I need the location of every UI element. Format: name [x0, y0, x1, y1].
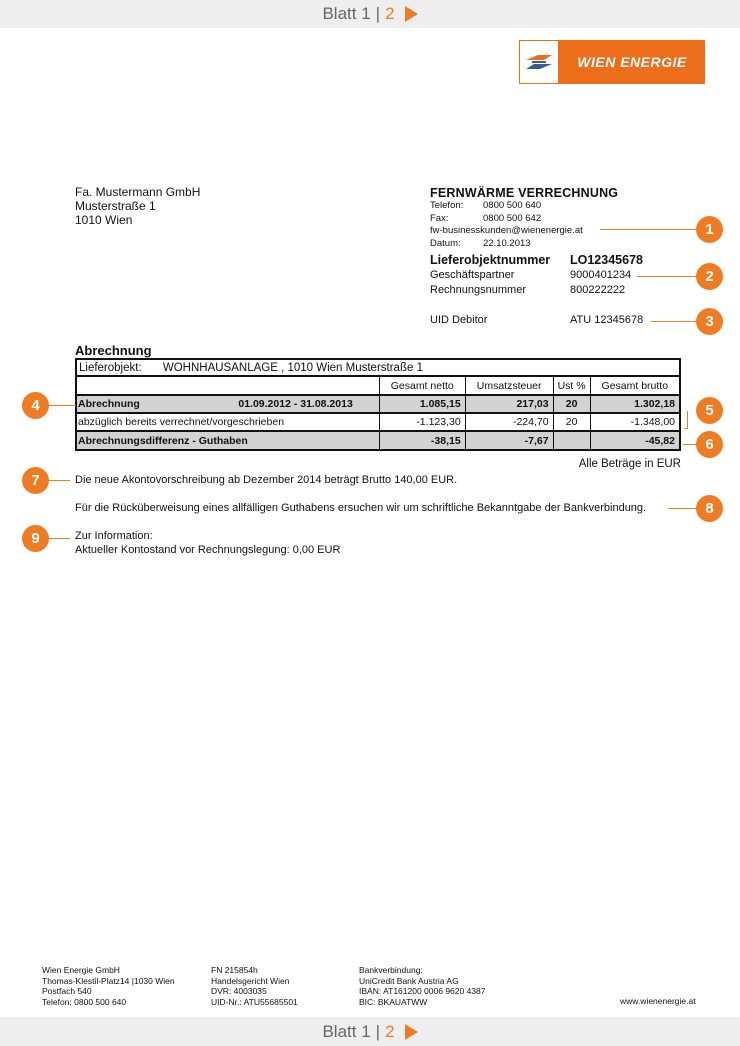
billing-table [75, 358, 681, 451]
row-vat: -224,70 [465, 413, 553, 431]
marker-9-connector [46, 538, 70, 539]
footer-line: IBAN: AT161200 0006 9620 4387 [359, 986, 486, 996]
pager-separator: | [375, 1021, 381, 1041]
next-page-arrow-icon[interactable] [405, 1024, 418, 1040]
recipient-city: 1010 Wien [75, 213, 133, 227]
refund-note: Für die Rücküberweisung eines allfälligen Guthabens ersuchen wir um schriftliche Bekanntgabe der Bankverbindung. [75, 502, 647, 514]
row-label-cell [77, 395, 379, 413]
row-label: Abrechnungsdifferenz - Guthaben [77, 431, 379, 449]
marker-1-connector [600, 229, 700, 230]
row-vat-percent: 20 [553, 413, 590, 431]
annotation-marker-2[interactable]: 2 [696, 263, 723, 290]
next-page-link[interactable]: 2 [385, 4, 395, 23]
uid-row [430, 313, 660, 328]
header-gross-total: Gesamt brutto [590, 377, 679, 395]
annotation-marker-1[interactable]: 1 [696, 216, 723, 243]
delivery-object-value: LO12345678 [570, 253, 643, 267]
row-net: 1.085,15 [379, 395, 465, 413]
footer-website[interactable]: www.wienenergie.at [620, 996, 696, 1006]
footer-line: Handelsgericht Wien [211, 975, 290, 986]
header-vat-percent: Ust % [553, 377, 590, 395]
row-label: Abrechnung [78, 398, 140, 410]
date-row [430, 238, 660, 251]
pager-top [0, 0, 740, 28]
uid-value: ATU 12345678 [570, 314, 644, 326]
invoice-number-label: Rechnungsnummer [430, 284, 526, 296]
footer-line: FN 215854h [211, 965, 258, 975]
marker-4-connector [46, 405, 76, 406]
phone-label: Telefon: [430, 200, 464, 211]
row-vat: -7,67 [465, 431, 553, 449]
recipient-name: Fa. Mustermann GmbH [75, 185, 201, 199]
footer-registry [211, 965, 298, 1007]
email-address: fw-businesskunden@wienenergie.at [430, 225, 583, 236]
footer-line: Postfach 540 [42, 986, 92, 996]
footer-line: DVR: 4003035 [211, 986, 267, 996]
footer-line: Wien Energie GmbH [42, 965, 120, 975]
row-period: 01.09.2012 - 31.08.2013 [238, 398, 353, 410]
marker-2-connector [637, 276, 700, 277]
account-balance-note: Aktueller Kontostand vor Rechnungslegung: 0,00 EUR [75, 544, 341, 556]
date-label: Datum: [430, 237, 461, 249]
row-gross: -1.348,00 [590, 413, 679, 431]
footer-line: BIC: BKAUATWW [359, 996, 428, 1007]
table-row [77, 395, 679, 413]
header-net-total: Gesamt netto [379, 377, 465, 395]
info-block [75, 529, 340, 557]
business-partner-row [430, 268, 660, 283]
annotation-marker-8[interactable]: 8 [696, 495, 723, 522]
annotation-marker-3[interactable]: 3 [696, 308, 723, 335]
delivery-object-row [430, 252, 660, 268]
next-page-arrow-icon[interactable] [405, 6, 418, 22]
row-net: -1.123,30 [379, 413, 465, 431]
footer-bank [359, 965, 486, 1007]
fax-row [430, 213, 660, 226]
marker-5-connector-tick [684, 428, 688, 429]
next-page-link[interactable]: 2 [385, 1021, 395, 1041]
annotation-marker-6[interactable]: 6 [696, 431, 723, 458]
delivery-object-line [77, 360, 679, 377]
delivery-object-line-value: WOHNHAUSANLAGE , 1010 Wien Musterstraße 1 [162, 362, 423, 374]
row-gross: -45,82 [590, 431, 679, 449]
table-row [77, 413, 679, 431]
invoice-number-row [430, 283, 660, 298]
table-row [77, 431, 679, 449]
footer-line: UniCredit Bank Austria AG [359, 975, 459, 986]
delivery-object-label: Lieferobjektnummer [430, 253, 551, 267]
recipient-street: Musterstraße 1 [75, 199, 156, 213]
footer-line: Bankverbindung: [359, 965, 423, 975]
current-page-label: Blatt 1 [322, 4, 371, 23]
row-vat: 217,03 [465, 395, 553, 413]
current-page-label: Blatt 1 [322, 1021, 371, 1041]
invoice-title: FERNWÄRME VERRECHNUNG [430, 186, 619, 200]
pager-bottom [0, 1017, 740, 1046]
info-label: Zur Information: [75, 530, 153, 542]
marker-3-connector [651, 321, 700, 322]
row-label: abzüglich bereits verrechnet/vorgeschrieben [77, 413, 379, 431]
footer-company [42, 965, 175, 1007]
recipient-address [75, 185, 200, 227]
footer-line: Telefon: 0800 500 640 [42, 996, 127, 1007]
invoice-info [430, 186, 660, 328]
date-value: 22.10.2013 [483, 237, 531, 249]
annotation-marker-5[interactable]: 5 [696, 397, 723, 424]
annotation-marker-4[interactable]: 4 [22, 392, 49, 419]
business-partner-label: Geschäftspartner [430, 269, 515, 281]
footer-line: UID-Nr.: ATU55685501 [211, 996, 298, 1007]
row-gross: 1.302,18 [590, 395, 679, 413]
annotation-marker-9[interactable]: 9 [22, 525, 49, 552]
fax-value: 0800 500 642 [483, 212, 542, 224]
delivery-object-line-label: Lieferobjekt: [79, 362, 142, 374]
footer-line: Thomas-Klestil-Platz14 |1030 Wien [42, 975, 175, 986]
advance-payment-note: Die neue Akontovorschreibung ab Dezember 2014 beträgt Brutto 140,00 EUR. [75, 474, 458, 486]
fax-label: Fax: [430, 212, 449, 224]
logo-wordmark: WIEN ENERGIE [577, 54, 687, 70]
business-partner-value: 9000401234 [570, 269, 632, 281]
uid-label: UID Debitor [430, 314, 488, 326]
marker-5-connector [687, 411, 688, 428]
phone-row [430, 200, 660, 213]
marker-7-connector [46, 480, 70, 481]
annotation-marker-7[interactable]: 7 [22, 467, 49, 494]
table-header-row [77, 377, 679, 395]
row-vat-percent [553, 431, 590, 449]
invoice-number-value: 800222222 [570, 284, 626, 296]
row-vat-percent: 20 [553, 395, 590, 413]
billing-section-title: Abrechnung [75, 343, 152, 358]
header-vat: Umsatzsteuer [465, 377, 553, 395]
pager-separator: | [375, 4, 381, 23]
wien-energie-logo [519, 40, 705, 84]
header-empty [77, 377, 379, 395]
currency-note: Alle Beträge in EUR [578, 458, 681, 470]
phone-value: 0800 500 640 [483, 200, 542, 211]
row-net: -38,15 [379, 431, 465, 449]
logo-mark-icon [519, 40, 559, 84]
